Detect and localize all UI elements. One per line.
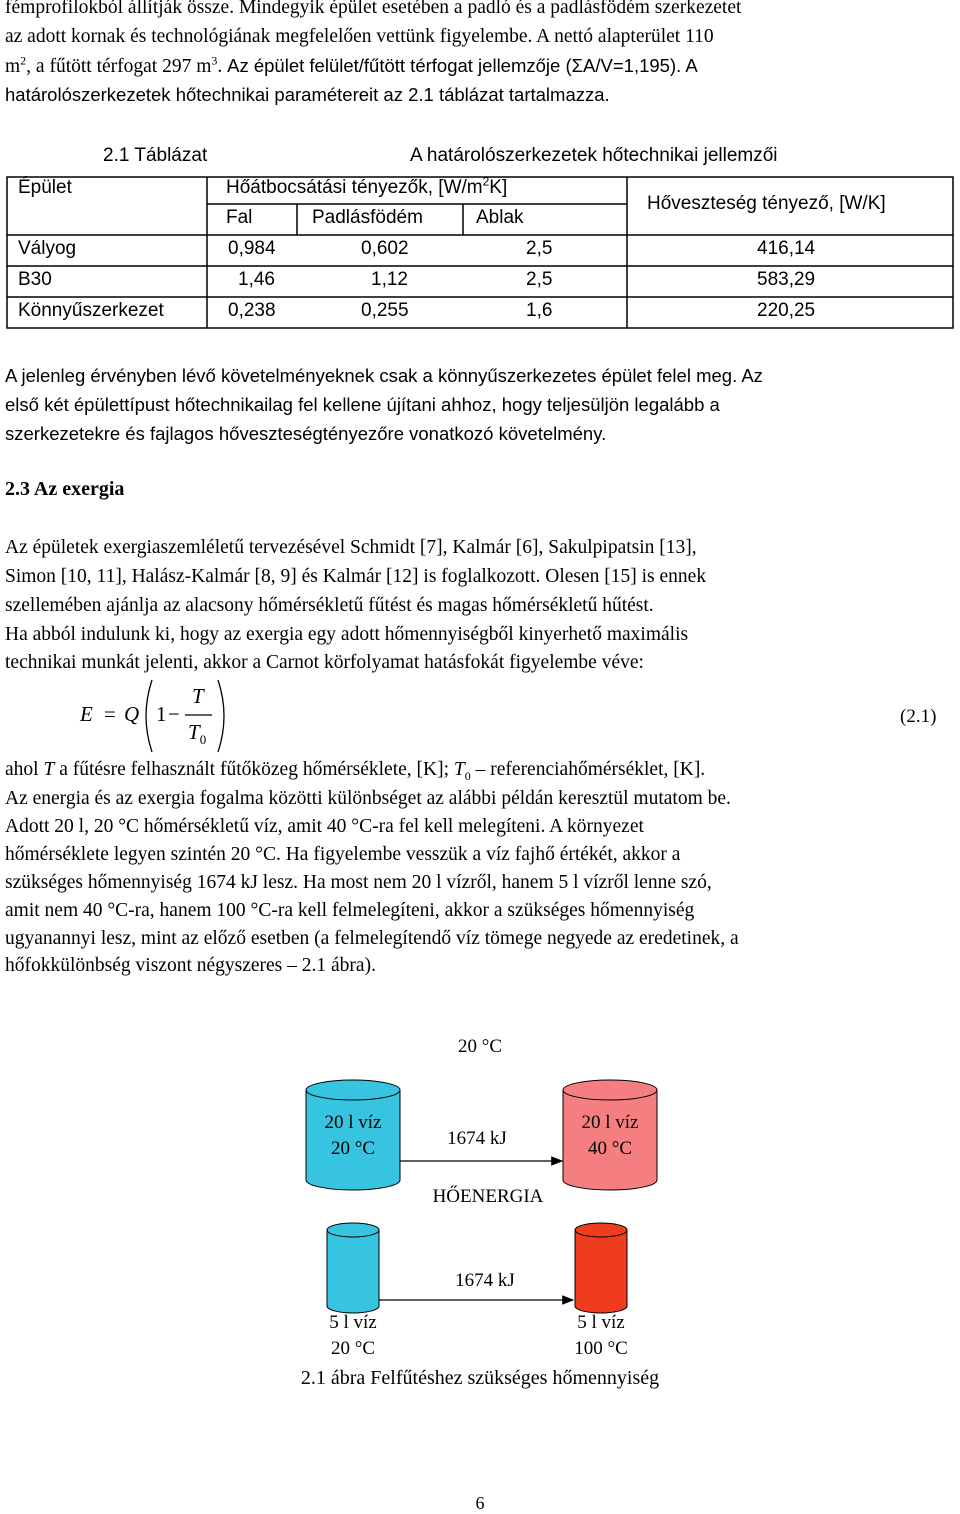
row-wall: 0,984 [228, 238, 276, 259]
intro-line-1: fémprofilokból állítják össze. Mindegyik épület esetében a padló és a padlásfödém szerkezetet [5, 0, 742, 18]
header-attic: Padlásfödém [312, 207, 423, 228]
table-caption-number: 2.1 Táblázat [103, 145, 208, 166]
cyl4-volume: 5 l víz [577, 1312, 625, 1333]
equation-number: (2.1) [900, 706, 937, 727]
after-table-line-3: szerkezetekre és fajlagos hőveszteségtényezőre vonatkozó követelmény. [5, 423, 607, 444]
cyl2-temp: 40 °C [587, 1138, 633, 1159]
cylinder-20l-40c [563, 1080, 657, 1190]
intro-line-2: az adott kornak és technológiának megfelelően vettünk figyelembe. A nettó alapterület 110 [5, 26, 714, 47]
row-window: 2,5 [526, 238, 553, 259]
def-line-3: Adott 20 l, 20 °C hőmérsékletű víz, amit 40 °C-ra fel kell melegíteni. A környezet [5, 816, 644, 837]
cyl2-volume: 20 l víz [581, 1112, 639, 1133]
table-caption-title: A határolószerkezetek hőtechnikai jellemzői [410, 145, 778, 166]
def-line-8: hőfokkülönbség viszont négyszeres – 2.1 ábra). [5, 955, 376, 976]
heat-quantity-bottom: 1674 kJ [455, 1270, 515, 1291]
row-wall: 0,238 [228, 300, 276, 321]
intro-line-4: határolószerkezetek hőtechnikai paramétereit az 2.1 táblázat tartalmazza. [5, 84, 610, 105]
header-wall: Fal [226, 207, 253, 228]
def-line-2: Az energia és az exergia fogalma közötti különbséget az alábbi példán keresztül mutatom be. [5, 788, 731, 809]
header-window: Ablak [476, 207, 524, 228]
cyl1-temp: 20 °C [330, 1138, 376, 1159]
page-number: 6 [475, 1493, 485, 1513]
section-heading: 2.3 Az exergia [5, 478, 125, 500]
cylinder-5l-100c [575, 1223, 627, 1313]
exergy-line-5: technikai munkát jelenti, akkor a Carnot körfolyamat hatásfokát figyelembe véve: [5, 652, 644, 673]
row-attic: 0,255 [361, 300, 409, 321]
cylinder-5l-20c [327, 1223, 379, 1313]
cyl1-volume: 20 l víz [324, 1112, 382, 1133]
cyl3-temp: 20 °C [330, 1338, 376, 1359]
intro-line-3: $m^2$, a fűtött térfogat 297 $m^3$. Az épület felület/fűtött térfogat jellemzője (ΣA/V=1,195). A [5, 53, 698, 77]
row-name: Vályog [18, 238, 77, 259]
row-wall: 1,46 [238, 269, 275, 290]
row-loss: 583,29 [757, 269, 816, 290]
exergy-line-2: Simon [10, 11], Halász-Kalmár [8, 9] és Kalmár [12] is foglalkozott. Olesen [15] is ennek [5, 566, 707, 587]
cyl3-volume: 5 l víz [329, 1312, 377, 1333]
def-line-1: ahol T a fűtésre felhasznált fűtőközeg hőmérséklete, [K]; $T_0$ – referenciahőmérséklet, [K]. [5, 759, 706, 783]
header-u-value: Hőátbocsátási tényezők, $[W/m^2K]$ [226, 174, 508, 198]
row-loss: 220,25 [757, 300, 816, 321]
after-table-line-1: A jelenleg érvényben lévő követelményeknek csak a könnyűszerkezetes épület felel meg. Az [5, 365, 763, 386]
row-name: Könnyűszerkezet [18, 300, 164, 321]
cyl4-temp: 100 °C [574, 1338, 628, 1359]
figure-caption: 2.1 ábra Felfűtéshez szükséges hőmennyiség [300, 1367, 660, 1389]
def-line-7: ugyanannyi lesz, mint az előző esetben (a felmelegítendő víz tömege negyede az eredetinek, a [5, 928, 739, 949]
env-temperature: 20 °C [457, 1036, 503, 1057]
exergy-line-1: Az épületek exergiaszemléletű tervezésével Schmidt [7], Kalmár [6], Sakulpipatsin [13], [5, 537, 697, 558]
row-loss: 416,14 [757, 238, 816, 259]
header-building: Épület [18, 177, 72, 198]
def-line-6: amit nem 40 °C-ra, hanem 100 °C-ra kell felmelegíteni, akkor a szükséges hőmennyiség [5, 900, 695, 921]
exergy-line-4: Ha abból indulunk ki, hogy az exergia egy adott hőmennyiségből kinyerhető maximális [5, 624, 689, 645]
row-attic: 1,12 [371, 269, 408, 290]
equation-parentheses [140, 676, 230, 756]
row-name: B30 [18, 269, 52, 290]
cylinder-20l-20c [306, 1080, 400, 1190]
heat-energy-label: HŐENERGIA [432, 1186, 544, 1207]
row-window: 1,6 [526, 300, 553, 321]
row-window: 2,5 [526, 269, 553, 290]
exergy-line-3: szellemében ajánlja az alacsony hőmérsékletű fűtést és magas hőmérsékletű hűtést. [5, 595, 654, 616]
after-table-line-2: első két épülettípust hőtechnikailag fel kellene újítani ahhoz, hogy teljesüljön legalább a [5, 394, 720, 415]
figure-2-1 [0, 1020, 960, 1400]
heat-quantity-top: 1674 kJ [447, 1128, 507, 1149]
figure-drawing [0, 1020, 960, 1400]
header-heat-loss: Hőveszteség tényező, [W/K] [647, 193, 886, 214]
row-attic: 0,602 [361, 238, 409, 259]
def-line-4: hőmérséklete legyen szintén 20 °C. Ha figyelembe vesszük a víz fajhő értékét, akkor a [5, 844, 681, 865]
thermal-table [6, 176, 954, 329]
def-line-5: szükséges hőmennyiség 1674 kJ lesz. Ha most nem 20 l vízről, hanem 5 l vízről lenne szó, [5, 872, 712, 893]
